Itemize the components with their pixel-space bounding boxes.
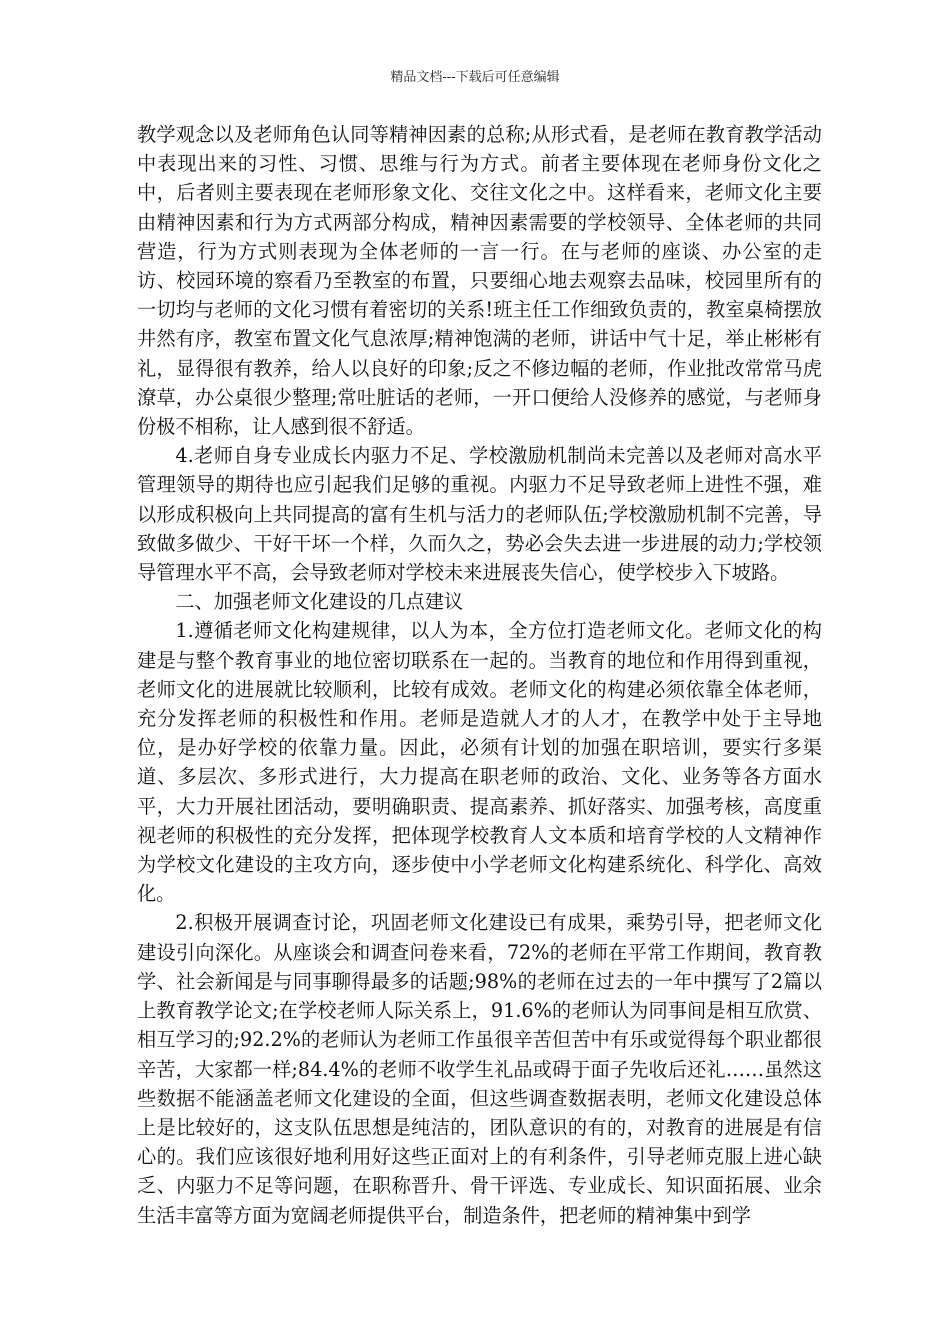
document-body: [137, 120, 822, 1230]
section-heading: 二、加强老师文化建设的几点建议: [175, 590, 464, 614]
paragraph-4: 2.积极开展调查讨论，巩固老师文化建设已有成果，乘势引导，把老师文化建设引向深化。从座谈会和调查问卷来看，72%的老师在平常工作期间，教育教学、社会新闻是与同事聊得最多的话题;98%的老师在过去的一年中撰写了2篇以上教育教学论文;在学校老师人际关系上，91.6%的老师认为同事间是相互欣赏、相互学习的;92.2%的老师认为老师工作虽很辛苦但苦中有乐或觉得每个职业都很辛苦，大家都一样;84.4%的老师不收学生礼品或碍于面子先收后还礼……虽然这些数据不能涵盖老师文化建设的全面，但这些调查数据表明，老师文化建设总体上是比较好的，这支队伍思想是纯洁的，团队意识的有的，对教育的进展是有信心的。我们应该很好地利用好这些正面对上的有利条件，引导老师克服上进心缺乏、内驱力不足等问题，在职称晋升、骨干评选、专业成长、知识面拓展、业余生活丰富等方面为宽阔老师提供平台，制造条件，把老师的精神集中到学: [137, 911, 822, 1227]
page-header: 精品文档---下载后可任意编辑: [390, 70, 560, 85]
paragraph-2: 4.老师自身专业成长内驱力不足、学校激励机制尚未完善以及老师对高水平管理领导的期待也应引起我们足够的重视。内驱力不足导致老师上进性不强，难以形成积极向上共同提高的富有生机与活力的老师队伍;学校激励机制不完善，导致做多做少、干好干坏一个样，久而久之，势必会失去进一步进展的动力;学校领导管理水平不高，会导致老师对学校未来进展丧失信心，使学校步入下坡路。: [137, 444, 822, 585]
paragraph-1: 教学观念以及老师角色认同等精神因素的总称;从形式看，是老师在教育教学活动中表现出来的习性、习惯、思维与行为方式。前者主要体现在老师身份文化之中，后者则主要表现在老师形象文化、交往文化之中。这样看来，老师文化主要由精神因素和行为方式两部分构成，精神因素需要的学校领导、全体老师的共同营造，行为方式则表现为全体老师的一言一行。在与老师的座谈、办公室的走访、校园环境的察看乃至教室的布置，只要细心地去观察去品味，校园里所有的一切均与老师的文化习惯有着密切的关系!班主任工作细致负责的，教室桌椅摆放井然有序，教室布置文化气息浓厚;精神饱满的老师，讲话中气十足，举止彬彬有礼，显得很有教养，给人以良好的印象;反之不修边幅的老师，作业批改常常马虎潦草，办公桌很少整理;常吐脏话的老师，一开口便给人没修养的感觉，与老师身份极不相称，让人感到很不舒适。: [137, 123, 822, 439]
paragraph-3: 1.遵循老师文化构建规律，以人为本，全方位打造老师文化。老师文化的构建是与整个教育事业的地位密切联系在一起的。当教育的地位和作用得到重视，老师文化的进展就比较顺利，比较有成效。老师文化的构建必须依靠全体老师，充分发挥老师的积极性和作用。老师是造就人才的人才，在教学中处于主导地位，是办好学校的依靠力量。因此，必须有计划的加强在职培训，要实行多渠道、多层次、多形式进行，大力提高在职老师的政治、文化、业务等各方面水平，大力开展社团活动，要明确职责、提高素养、抓好落实、加强考核，高度重视老师的积极性的充分发挥，把体现学校教育人文本质和培育学校的人文精神作为学校文化建设的主攻方向，逐步使中小学老师文化构建系统化、科学化、高效化。: [137, 619, 822, 906]
